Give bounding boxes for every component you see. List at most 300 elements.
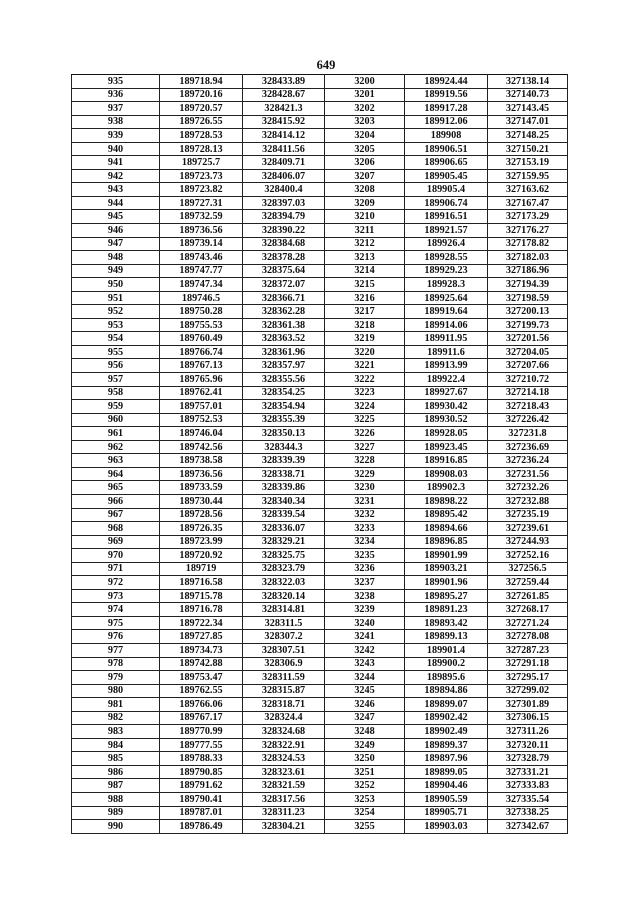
x-coordinate-left: 189738.58: [160, 454, 243, 468]
y-coordinate-left: 328361.96: [243, 345, 325, 359]
point-number-left: 940: [72, 142, 160, 156]
point-number-left: 988: [72, 792, 160, 806]
table-row: [72, 88, 568, 102]
x-coordinate-right: 189904.46: [405, 779, 488, 793]
table-row: [72, 210, 568, 224]
x-coordinate-left: 189752.53: [160, 413, 243, 427]
point-number-left: 954: [72, 332, 160, 346]
point-number-left: 959: [72, 400, 160, 414]
x-coordinate-left: 189746.5: [160, 291, 243, 305]
x-coordinate-left: 189715.78: [160, 589, 243, 603]
x-coordinate-right: 189919.64: [405, 305, 488, 319]
x-coordinate-left: 189760.49: [160, 332, 243, 346]
x-coordinate-right: 189897.96: [405, 752, 488, 766]
y-coordinate-right: 327252.16: [488, 549, 568, 563]
table-row: [72, 806, 568, 820]
point-number-left: 956: [72, 359, 160, 373]
y-coordinate-left: 328406.07: [243, 169, 325, 183]
x-coordinate-right: 189899.37: [405, 738, 488, 752]
table-row: [72, 413, 568, 427]
y-coordinate-right: 327271.24: [488, 616, 568, 630]
x-coordinate-left: 189723.99: [160, 535, 243, 549]
table-row: [72, 129, 568, 143]
y-coordinate-right: 327338.25: [488, 806, 568, 820]
x-coordinate-left: 189726.35: [160, 522, 243, 536]
y-coordinate-left: 328421.3: [243, 102, 325, 116]
x-coordinate-right: 189891.23: [405, 603, 488, 617]
point-number-right: 3202: [325, 102, 405, 116]
y-coordinate-left: 328304.21: [243, 820, 325, 834]
table-row: [72, 278, 568, 292]
point-number-right: 3252: [325, 779, 405, 793]
table-row: [72, 427, 568, 441]
x-coordinate-right: 189927.67: [405, 386, 488, 400]
x-coordinate-right: 189923.45: [405, 440, 488, 454]
y-coordinate-left: 328318.71: [243, 698, 325, 712]
point-number-left: 989: [72, 806, 160, 820]
x-coordinate-left: 189718.94: [160, 75, 243, 89]
x-coordinate-right: 189913.99: [405, 359, 488, 373]
x-coordinate-left: 189790.85: [160, 765, 243, 779]
point-number-left: 978: [72, 657, 160, 671]
x-coordinate-left: 189723.73: [160, 169, 243, 183]
y-coordinate-right: 327210.72: [488, 373, 568, 387]
x-coordinate-left: 189726.55: [160, 115, 243, 129]
x-coordinate-left: 189723.82: [160, 183, 243, 197]
x-coordinate-right: 189922.4: [405, 373, 488, 387]
point-number-left: 977: [72, 643, 160, 657]
point-number-right: 3223: [325, 386, 405, 400]
table-row: [72, 75, 568, 89]
point-number-left: 957: [72, 373, 160, 387]
y-coordinate-left: 328361.38: [243, 318, 325, 332]
y-coordinate-right: 327259.44: [488, 576, 568, 590]
table-row: [72, 291, 568, 305]
point-number-left: 960: [72, 413, 160, 427]
table-row: [72, 630, 568, 644]
x-coordinate-left: 189762.55: [160, 684, 243, 698]
point-number-left: 966: [72, 494, 160, 508]
point-number-right: 3220: [325, 345, 405, 359]
x-coordinate-right: 189906.74: [405, 196, 488, 210]
point-number-left: 974: [72, 603, 160, 617]
y-coordinate-right: 327194.39: [488, 278, 568, 292]
x-coordinate-left: 189720.16: [160, 88, 243, 102]
point-number-right: 3222: [325, 373, 405, 387]
point-number-left: 939: [72, 129, 160, 143]
point-number-left: 946: [72, 224, 160, 238]
x-coordinate-left: 189787.01: [160, 806, 243, 820]
y-coordinate-right: 327232.88: [488, 494, 568, 508]
y-coordinate-right: 327207.66: [488, 359, 568, 373]
point-number-left: 982: [72, 711, 160, 725]
y-coordinate-left: 328372.07: [243, 278, 325, 292]
point-number-right: 3215: [325, 278, 405, 292]
x-coordinate-left: 189786.49: [160, 820, 243, 834]
table-row: [72, 576, 568, 590]
y-coordinate-right: 327218.43: [488, 400, 568, 414]
point-number-left: 963: [72, 454, 160, 468]
y-coordinate-right: 327199.73: [488, 318, 568, 332]
point-number-left: 972: [72, 576, 160, 590]
x-coordinate-left: 189736.56: [160, 467, 243, 481]
table-row: [72, 251, 568, 265]
point-number-left: 971: [72, 562, 160, 576]
point-number-right: 3218: [325, 318, 405, 332]
x-coordinate-left: 189727.85: [160, 630, 243, 644]
x-coordinate-right: 189911.6: [405, 345, 488, 359]
point-number-right: 3241: [325, 630, 405, 644]
table-row: [72, 522, 568, 536]
point-number-left: 983: [72, 725, 160, 739]
table-row: [72, 792, 568, 806]
y-coordinate-left: 328344.3: [243, 440, 325, 454]
x-coordinate-right: 189928.55: [405, 251, 488, 265]
y-coordinate-right: 327214.18: [488, 386, 568, 400]
y-coordinate-left: 328338.71: [243, 467, 325, 481]
y-coordinate-right: 327182.03: [488, 251, 568, 265]
y-coordinate-left: 328314.81: [243, 603, 325, 617]
point-number-left: 948: [72, 251, 160, 265]
x-coordinate-left: 189727.31: [160, 196, 243, 210]
y-coordinate-right: 327167.47: [488, 196, 568, 210]
table-row: [72, 562, 568, 576]
y-coordinate-right: 327186.96: [488, 264, 568, 278]
point-number-right: 3230: [325, 481, 405, 495]
table-row: [72, 359, 568, 373]
x-coordinate-left: 189767.17: [160, 711, 243, 725]
y-coordinate-left: 328322.91: [243, 738, 325, 752]
table-row: [72, 725, 568, 739]
table-row: [72, 102, 568, 116]
table-row: [72, 684, 568, 698]
point-number-right: 3210: [325, 210, 405, 224]
table-row: [72, 467, 568, 481]
x-coordinate-left: 189747.34: [160, 278, 243, 292]
y-coordinate-left: 328366.71: [243, 291, 325, 305]
point-number-left: 975: [72, 616, 160, 630]
y-coordinate-left: 328433.89: [243, 75, 325, 89]
y-coordinate-left: 328311.59: [243, 671, 325, 685]
y-coordinate-left: 328397.03: [243, 196, 325, 210]
x-coordinate-left: 189720.92: [160, 549, 243, 563]
table-row: [72, 440, 568, 454]
point-number-right: 3226: [325, 427, 405, 441]
table-row: [72, 535, 568, 549]
x-coordinate-left: 189732.59: [160, 210, 243, 224]
y-coordinate-left: 328339.86: [243, 481, 325, 495]
y-coordinate-left: 328325.75: [243, 549, 325, 563]
point-number-right: 3207: [325, 169, 405, 183]
y-coordinate-right: 327163.62: [488, 183, 568, 197]
x-coordinate-right: 189893.42: [405, 616, 488, 630]
table-row: [72, 237, 568, 251]
y-coordinate-left: 328362.28: [243, 305, 325, 319]
point-number-right: 3242: [325, 643, 405, 657]
table-row: [72, 616, 568, 630]
y-coordinate-left: 328354.25: [243, 386, 325, 400]
x-coordinate-right: 189899.07: [405, 698, 488, 712]
y-coordinate-left: 328357.97: [243, 359, 325, 373]
x-coordinate-left: 189762.41: [160, 386, 243, 400]
y-coordinate-left: 328355.39: [243, 413, 325, 427]
x-coordinate-right: 189898.22: [405, 494, 488, 508]
x-coordinate-left: 189742.56: [160, 440, 243, 454]
x-coordinate-right: 189914.06: [405, 318, 488, 332]
point-number-right: 3208: [325, 183, 405, 197]
table-row: [72, 142, 568, 156]
table-row: [72, 494, 568, 508]
x-coordinate-left: 189728.56: [160, 508, 243, 522]
point-number-left: 964: [72, 467, 160, 481]
point-number-right: 3204: [325, 129, 405, 143]
x-coordinate-right: 189924.44: [405, 75, 488, 89]
x-coordinate-left: 189766.74: [160, 345, 243, 359]
table-row: [72, 549, 568, 563]
point-number-left: 970: [72, 549, 160, 563]
point-number-right: 3239: [325, 603, 405, 617]
x-coordinate-right: 189901.4: [405, 643, 488, 657]
y-coordinate-right: 327256.5: [488, 562, 568, 576]
point-number-right: 3251: [325, 765, 405, 779]
y-coordinate-right: 327176.27: [488, 224, 568, 238]
page-number: 649: [316, 58, 336, 72]
x-coordinate-left: 189790.41: [160, 792, 243, 806]
x-coordinate-right: 189902.49: [405, 725, 488, 739]
y-coordinate-left: 328350.13: [243, 427, 325, 441]
x-coordinate-right: 189901.99: [405, 549, 488, 563]
point-number-right: 3200: [325, 75, 405, 89]
point-number-left: 950: [72, 278, 160, 292]
point-number-right: 3244: [325, 671, 405, 685]
x-coordinate-right: 189903.03: [405, 820, 488, 834]
x-coordinate-right: 189895.27: [405, 589, 488, 603]
y-coordinate-left: 328307.2: [243, 630, 325, 644]
y-coordinate-left: 328400.4: [243, 183, 325, 197]
x-coordinate-right: 189921.57: [405, 224, 488, 238]
point-number-left: 943: [72, 183, 160, 197]
point-number-right: 3236: [325, 562, 405, 576]
y-coordinate-left: 328324.4: [243, 711, 325, 725]
table-row: [72, 481, 568, 495]
point-number-left: 949: [72, 264, 160, 278]
y-coordinate-right: 327331.21: [488, 765, 568, 779]
point-number-right: 3225: [325, 413, 405, 427]
y-coordinate-left: 328320.14: [243, 589, 325, 603]
y-coordinate-right: 327335.54: [488, 792, 568, 806]
point-number-right: 3234: [325, 535, 405, 549]
y-coordinate-right: 327333.83: [488, 779, 568, 793]
x-coordinate-right: 189928.05: [405, 427, 488, 441]
point-number-right: 3205: [325, 142, 405, 156]
point-number-right: 3249: [325, 738, 405, 752]
x-coordinate-left: 189767.13: [160, 359, 243, 373]
point-number-right: 3224: [325, 400, 405, 414]
point-number-right: 3253: [325, 792, 405, 806]
y-coordinate-right: 327311.26: [488, 725, 568, 739]
x-coordinate-left: 189728.53: [160, 129, 243, 143]
point-number-left: 936: [72, 88, 160, 102]
x-coordinate-left: 189747.77: [160, 264, 243, 278]
y-coordinate-right: 327244.93: [488, 535, 568, 549]
y-coordinate-left: 328317.56: [243, 792, 325, 806]
point-number-right: 3231: [325, 494, 405, 508]
table-row: [72, 196, 568, 210]
x-coordinate-right: 189905.71: [405, 806, 488, 820]
x-coordinate-right: 189902.42: [405, 711, 488, 725]
x-coordinate-left: 189750.28: [160, 305, 243, 319]
x-coordinate-left: 189734.73: [160, 643, 243, 657]
y-coordinate-right: 327138.14: [488, 75, 568, 89]
x-coordinate-right: 189906.51: [405, 142, 488, 156]
y-coordinate-right: 327173.29: [488, 210, 568, 224]
point-number-right: 3203: [325, 115, 405, 129]
x-coordinate-left: 189733.59: [160, 481, 243, 495]
x-coordinate-left: 189743.46: [160, 251, 243, 265]
point-number-right: 3213: [325, 251, 405, 265]
x-coordinate-left: 189730.44: [160, 494, 243, 508]
x-coordinate-left: 189716.78: [160, 603, 243, 617]
table-row: [72, 115, 568, 129]
table-row: [72, 305, 568, 319]
x-coordinate-left: 189719: [160, 562, 243, 576]
y-coordinate-left: 328315.87: [243, 684, 325, 698]
table-row: [72, 711, 568, 725]
point-number-right: 3232: [325, 508, 405, 522]
y-coordinate-left: 328409.71: [243, 156, 325, 170]
table-row: [72, 386, 568, 400]
y-coordinate-left: 328323.61: [243, 765, 325, 779]
point-number-left: 973: [72, 589, 160, 603]
x-coordinate-right: 189917.28: [405, 102, 488, 116]
y-coordinate-left: 328339.39: [243, 454, 325, 468]
table-row: [72, 156, 568, 170]
y-coordinate-right: 327235.19: [488, 508, 568, 522]
table-row: [72, 224, 568, 238]
point-number-right: 3238: [325, 589, 405, 603]
y-coordinate-left: 328321.59: [243, 779, 325, 793]
table-row: [72, 779, 568, 793]
table-row: [72, 332, 568, 346]
y-coordinate-right: 327261.85: [488, 589, 568, 603]
point-number-left: 938: [72, 115, 160, 129]
point-number-right: 3250: [325, 752, 405, 766]
point-number-left: 984: [72, 738, 160, 752]
x-coordinate-right: 189900.2: [405, 657, 488, 671]
table-row: [72, 820, 568, 834]
y-coordinate-right: 327287.23: [488, 643, 568, 657]
point-number-right: 3217: [325, 305, 405, 319]
y-coordinate-right: 327291.18: [488, 657, 568, 671]
table-row: [72, 373, 568, 387]
x-coordinate-left: 189788.33: [160, 752, 243, 766]
table-row: [72, 345, 568, 359]
y-coordinate-right: 327143.45: [488, 102, 568, 116]
x-coordinate-left: 189753.47: [160, 671, 243, 685]
point-number-left: 979: [72, 671, 160, 685]
y-coordinate-left: 328428.67: [243, 88, 325, 102]
x-coordinate-right: 189929.23: [405, 264, 488, 278]
y-coordinate-left: 328414.12: [243, 129, 325, 143]
point-number-right: 3240: [325, 616, 405, 630]
y-coordinate-left: 328384.68: [243, 237, 325, 251]
x-coordinate-right: 189925.64: [405, 291, 488, 305]
y-coordinate-left: 328340.34: [243, 494, 325, 508]
x-coordinate-right: 189905.45: [405, 169, 488, 183]
point-number-left: 987: [72, 779, 160, 793]
point-number-right: 3221: [325, 359, 405, 373]
point-number-left: 965: [72, 481, 160, 495]
point-number-right: 3248: [325, 725, 405, 739]
y-coordinate-right: 327299.02: [488, 684, 568, 698]
table-row: [72, 264, 568, 278]
point-number-left: 944: [72, 196, 160, 210]
point-number-left: 955: [72, 345, 160, 359]
point-number-right: 3243: [325, 657, 405, 671]
point-number-right: 3212: [325, 237, 405, 251]
x-coordinate-right: 189916.51: [405, 210, 488, 224]
table-row: [72, 400, 568, 414]
point-number-right: 3214: [325, 264, 405, 278]
x-coordinate-right: 189899.05: [405, 765, 488, 779]
y-coordinate-left: 328307.51: [243, 643, 325, 657]
y-coordinate-left: 328363.52: [243, 332, 325, 346]
table-row: [72, 454, 568, 468]
y-coordinate-left: 328355.56: [243, 373, 325, 387]
table-row: [72, 169, 568, 183]
x-coordinate-right: 189930.52: [405, 413, 488, 427]
point-number-left: 961: [72, 427, 160, 441]
x-coordinate-left: 189746.04: [160, 427, 243, 441]
x-coordinate-left: 189736.56: [160, 224, 243, 238]
point-number-right: 3229: [325, 467, 405, 481]
table-row: [72, 603, 568, 617]
y-coordinate-left: 328336.07: [243, 522, 325, 536]
x-coordinate-right: 189908.03: [405, 467, 488, 481]
point-number-right: 3211: [325, 224, 405, 238]
point-number-right: 3255: [325, 820, 405, 834]
y-coordinate-right: 327232.26: [488, 481, 568, 495]
x-coordinate-left: 189757.01: [160, 400, 243, 414]
coordinates-table: [71, 74, 568, 834]
x-coordinate-right: 189901.96: [405, 576, 488, 590]
y-coordinate-left: 328311.23: [243, 806, 325, 820]
y-coordinate-right: 327268.17: [488, 603, 568, 617]
point-number-left: 976: [72, 630, 160, 644]
y-coordinate-right: 327178.82: [488, 237, 568, 251]
y-coordinate-right: 327295.17: [488, 671, 568, 685]
table-row: [72, 671, 568, 685]
x-coordinate-left: 189770.99: [160, 725, 243, 739]
y-coordinate-left: 328329.21: [243, 535, 325, 549]
point-number-left: 953: [72, 318, 160, 332]
point-number-left: 947: [72, 237, 160, 251]
y-coordinate-left: 328324.68: [243, 725, 325, 739]
point-number-right: 3209: [325, 196, 405, 210]
point-number-right: 3216: [325, 291, 405, 305]
y-coordinate-left: 328375.64: [243, 264, 325, 278]
point-number-left: 937: [72, 102, 160, 116]
y-coordinate-right: 327236.24: [488, 454, 568, 468]
y-coordinate-right: 327342.67: [488, 820, 568, 834]
point-number-left: 958: [72, 386, 160, 400]
y-coordinate-left: 328311.5: [243, 616, 325, 630]
x-coordinate-left: 189765.96: [160, 373, 243, 387]
y-coordinate-right: 327204.05: [488, 345, 568, 359]
x-coordinate-left: 189722.34: [160, 616, 243, 630]
point-number-right: 3247: [325, 711, 405, 725]
x-coordinate-right: 189911.95: [405, 332, 488, 346]
